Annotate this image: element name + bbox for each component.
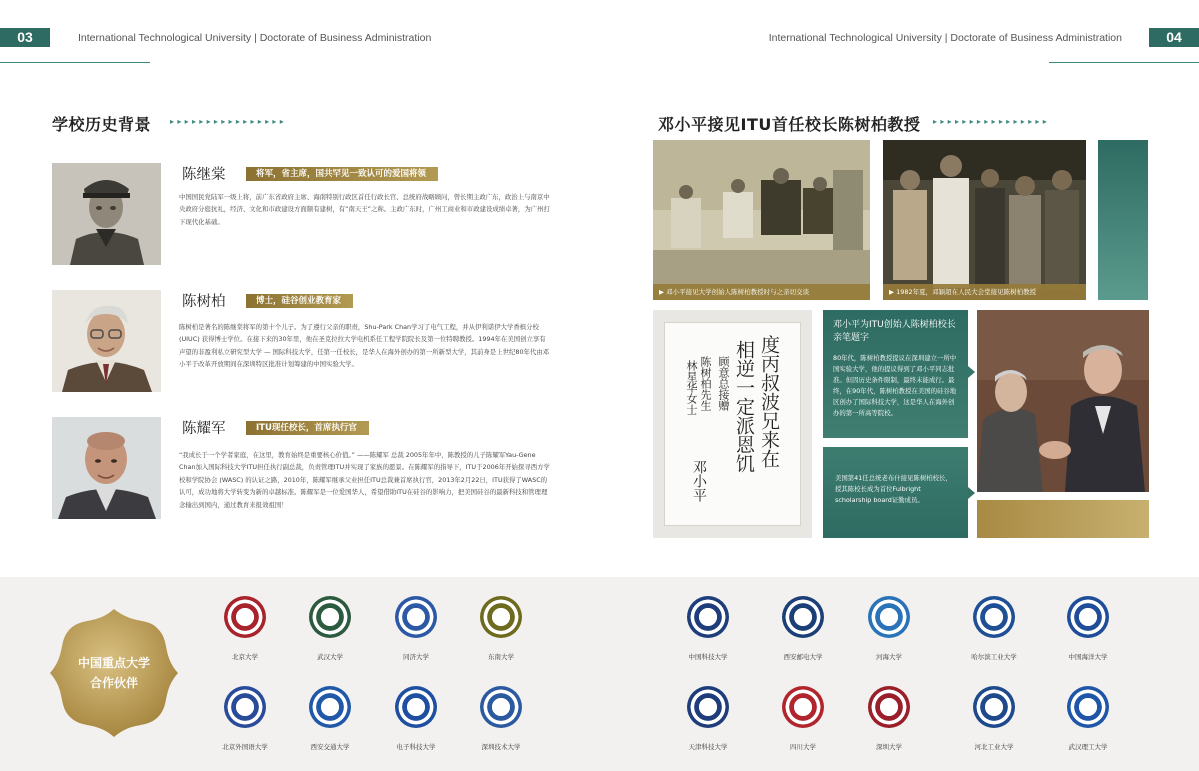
university-item: [954, 596, 1034, 661]
person-card-chen-jitang: [52, 163, 552, 273]
history-section-title: 学校历史背景: [52, 115, 152, 134]
gold-accent-bar: [977, 500, 1149, 538]
calligraphy-line: 林星华女士: [685, 360, 698, 415]
info-box-title: 邓小平为ITU创始人陈树柏校长亲笔题字: [833, 320, 956, 343]
photo-deng-meeting: [653, 140, 870, 300]
person-description: 中国国民党陆军一级上将，前广东省政府主席、海南特别行政区首任行政长官、总统府战略顾问，曾长期主政广东，政治上与南京中央政府分庭抗礼，经济、文化和市政建设方面颇有建树，有“南天王”之称。主政广东时，广州工商业和市政建设成绩卓著，为广州打下现代化基础。: [179, 193, 550, 226]
photo-bush-handshake: [977, 310, 1149, 492]
university-logo-icon: [480, 686, 522, 728]
university-logo-icon: [1067, 596, 1109, 638]
university-logo-icon: [309, 686, 351, 728]
university-item: [849, 596, 929, 661]
university-name: 河北工业大学: [974, 743, 1014, 751]
badge-line-1: 中国重点大学: [77, 656, 150, 670]
portrait-chen-shubai: [52, 290, 161, 392]
university-name: 深圳大学: [876, 743, 902, 751]
university-item: [1048, 596, 1128, 661]
calligraphy-line: 度丙叔波兄来在: [758, 335, 780, 468]
university-name: 河海大学: [876, 653, 902, 661]
university-name: 同济大学: [403, 653, 429, 661]
university-item: [290, 686, 370, 751]
university-name: 武汉大学: [317, 653, 343, 661]
university-item: [849, 686, 929, 751]
person-title-tag: 博士，硅谷创业教育家: [246, 294, 353, 308]
info-box-text: 80年代，陈树柏教授提议在深圳建立一所中国实验大学，他的提议得到了邓小平同志批准。但因历史条件限制，最终未能成行。最终，在90年代，陈树柏教授在美国的硅谷地区创办了国际科技大学，这是华人在海外创办的第一所高等院校。: [833, 354, 957, 417]
university-logo-icon: [868, 596, 910, 638]
university-logo-icon: [309, 596, 351, 638]
university-item: [763, 686, 843, 751]
university-item: [205, 596, 285, 661]
university-name: 电子科技大学: [396, 743, 436, 751]
university-name: 四川大学: [790, 743, 816, 751]
university-logo-icon: [782, 686, 824, 728]
university-item: [1048, 686, 1128, 751]
pointer-arrow: [968, 366, 975, 378]
university-item: [763, 596, 843, 661]
university-logo-icon: [782, 596, 824, 638]
university-logo-icon: [224, 686, 266, 728]
deng-meeting-section-title: 邓小平接见ITU首任校长陈树柏教授: [658, 115, 921, 134]
portrait-chen-jitang: [52, 163, 161, 265]
photo-caption: ▶ 邓小平接见大学创始人陈树柏教授时与之亲切交谈: [653, 284, 870, 300]
university-name: 天津科技大学: [688, 743, 728, 751]
university-logo-icon: [868, 686, 910, 728]
header-title-right: International Technological University | Doctorate of Business Administration: [768, 32, 1122, 44]
person-title-tag: 将军，省主席，国共罕见一致认可的爱国将领: [246, 167, 438, 181]
university-item: [461, 596, 541, 661]
university-item: [290, 596, 370, 661]
header-divider-right: [1049, 62, 1199, 63]
calligraphy-line: 陈树柏先生: [699, 356, 712, 411]
university-logo-icon: [224, 596, 266, 638]
university-name: 中国海洋大学: [1068, 653, 1108, 661]
person-title-tag: ITU现任校长，首席执行官: [246, 421, 369, 435]
calligraphy-inscription: [653, 310, 812, 538]
university-logo-icon: [687, 686, 729, 728]
university-name: 哈尔滨工业大学: [971, 653, 1017, 661]
university-logo-icon: [973, 596, 1015, 638]
university-logo-icon: [1067, 686, 1109, 728]
university-name: 武汉理工大学: [1068, 743, 1108, 751]
university-name: 西安交通大学: [310, 743, 350, 751]
university-logo-icon: [395, 686, 437, 728]
person-name: 陈树柏: [182, 294, 226, 310]
info-box-bush: [823, 447, 968, 538]
accent-block: [1098, 140, 1148, 300]
person-description: 陈树柏是著名的陈继棠将军的第十个儿子。为了遵行父亲的职责，Shu-Park Chan学习了电气工程，并从伊利诺伊大学香槟分校 (UIUC) 获得博士学位。在接下来的30年里，他在圣克拉拉大学电机系任工程学院院长及第一位特聘教授。1994年在美国创立享有声望的非盈利私立研究型大学 — 国际科技大学，任第一任校长，是华人在海外创办的第一所新型大学，其前身是上世纪80年代由邓小平于改革开放期间在深圳特区批准计划筹建的中国实验大学。: [179, 323, 550, 369]
person-card-chen-shubai: [52, 290, 552, 400]
university-item: [461, 686, 541, 751]
badge-line-2: 合作伙伴: [89, 676, 138, 690]
calligraphy-line: 相逆一定派恩饥: [733, 340, 755, 473]
university-item: [205, 686, 285, 751]
pointer-arrow: [968, 487, 975, 499]
info-box-inscription: [823, 310, 968, 438]
university-name: 西安邮电大学: [783, 653, 823, 661]
university-item: [954, 686, 1034, 751]
calligraphy-line: 顾意总接赠: [717, 356, 730, 411]
portrait-chen-yaojun: [52, 417, 161, 519]
page-number-right: 04: [1149, 28, 1199, 47]
university-name: 深圳技术大学: [481, 743, 521, 751]
info-box-text: 美国第41任总统老布什接见陈树柏校长，授其陈校长成为首位Fulbright scholarship board证勤成员。: [835, 474, 952, 504]
university-logo-icon: [480, 596, 522, 638]
person-name: 陈继棠: [182, 167, 226, 183]
university-item: [376, 686, 456, 751]
title-arrow-decoration: ▸▸▸▸▸▸▸▸▸▸▸▸▸▸▸▸: [933, 117, 1051, 126]
title-arrow-decoration: ▸▸▸▸▸▸▸▸▸▸▸▸▸▸▸▸: [170, 117, 288, 126]
university-name: 中国科技大学: [688, 653, 728, 661]
person-name: 陈耀军: [182, 421, 226, 437]
partner-badge-label: [48, 653, 180, 693]
university-name: 北京大学: [232, 653, 258, 661]
person-card-chen-yaojun: [52, 417, 552, 527]
university-logo-icon: [687, 596, 729, 638]
university-logo-icon: [395, 596, 437, 638]
person-description: “我成长于一个学者家庭，在这里，教育始终是重要核心价值。” ——陈耀军 总裁 2005年年中，陈教授的儿子陈耀军Yau-Gene Chan加入国际科技大学ITU担任执行副总裁，负责管理ITU并实现了家族的愿景。在陈耀军的指导下，ITU于2006年开始探寻西方学校和学院协会 (WASC) 的认证之路，2010年，陈耀军继承父业担任ITU总裁兼首席执行官，2013年2月22日，ITU获得了WASC的认可，成功地将大学转变为新的卓越标准。陈耀军是一位爱国华人，希望借助ITU在硅谷的影响力，把美国硅谷的最新科技和管理理念输出到国内，通过教育来报效祖国！: [179, 451, 550, 509]
photo-deng-yingchao-meeting: [883, 140, 1086, 300]
page-number-left: 03: [0, 28, 50, 47]
header-divider-left: [0, 62, 150, 63]
header-title-left: International Technological University | Doctorate of Business Administration: [78, 32, 432, 44]
university-name: 北京外国语大学: [222, 743, 268, 751]
photo-caption: ▶ 1982年夏，邓颖超在人民大会堂接见陈树柏教授: [883, 284, 1086, 300]
university-logo-icon: [973, 686, 1015, 728]
calligraphy-signature: 邓小平: [691, 460, 707, 502]
university-name: 东南大学: [488, 653, 514, 661]
university-item: [668, 596, 748, 661]
university-item: [376, 596, 456, 661]
university-item: [668, 686, 748, 751]
